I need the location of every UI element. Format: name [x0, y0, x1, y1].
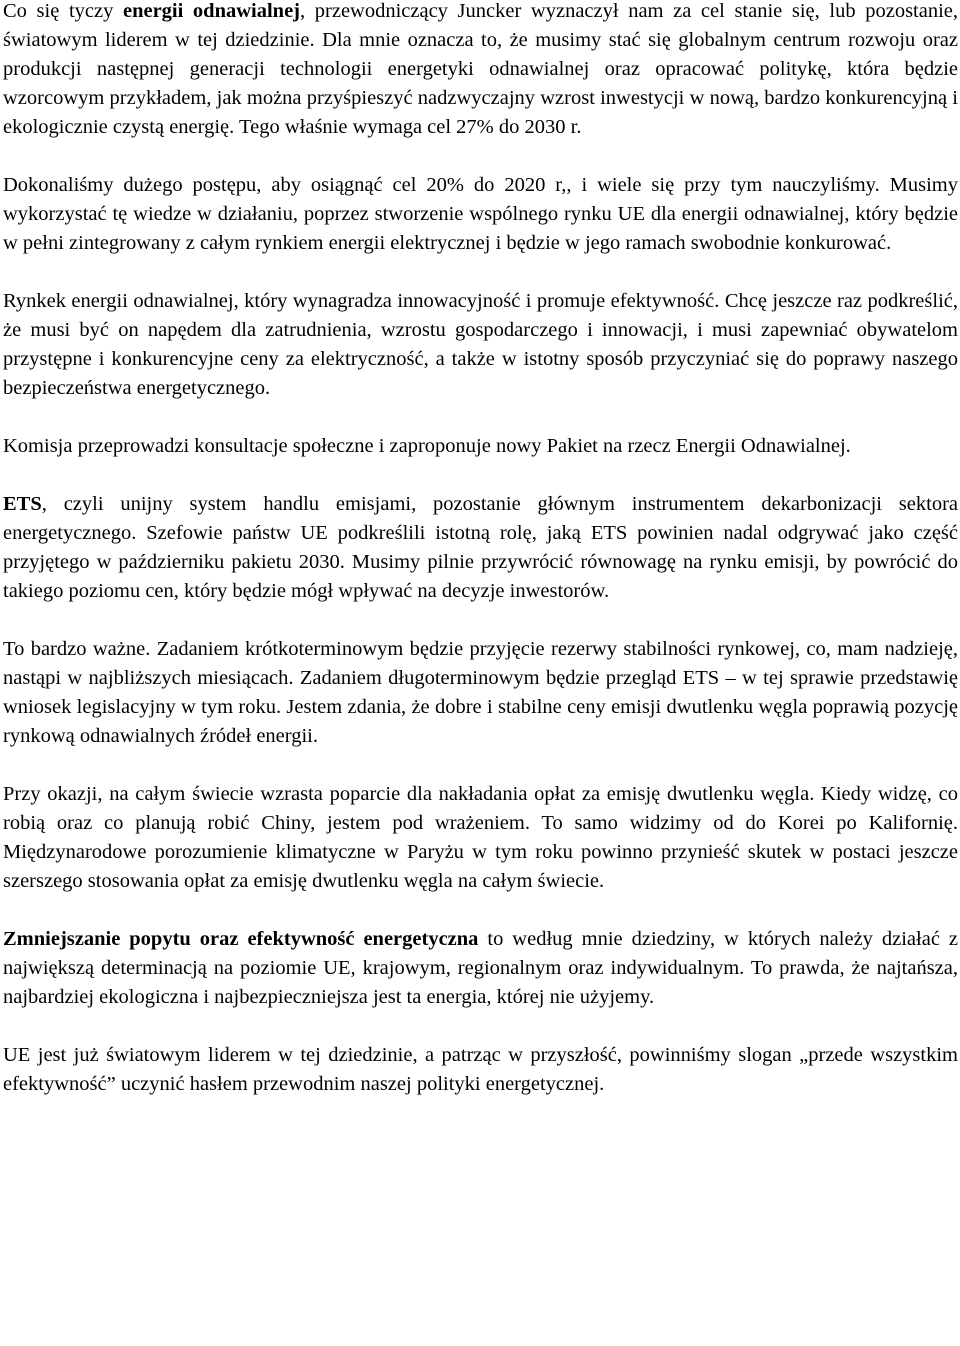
bold-term-energy-efficiency: Zmniejszanie popytu oraz efektywność energetyczna [3, 928, 479, 950]
bold-term-ets: ETS [3, 493, 42, 515]
paragraph-energy-efficiency [3, 925, 958, 1012]
text-segment: to według mnie dziedziny, w których należy działać z największą determinacją na poziomie UE, krajowym, regionalnym oraz indywidualnym. To prawda, że najtańsza, najbardziej ekologiczna i najbezpieczniejsza jest ta energia, której nie użyjemy. [3, 928, 958, 1008]
paragraph-ets [3, 490, 958, 606]
text-segment: , przewodniczący Juncker wyznaczył nam za cel stanie się, lub pozostanie, światowym liderem w tej dziedzinie. Dla mnie oznacza to, że musimy stać się globalnym centrum rozwoju oraz produkcji następnej generacji technologii energetyki odnawialnej oraz opracować politykę, która będzie wzorcowym przykładem, jak można przyśpieszyć nadzwyczajny wzrost inwestycji w nową, bardzo konkurencyjną i ekologicznie czystą energię. Tego właśnie wymaga cel 27% do 2030 r. [3, 0, 959, 138]
text-segment: UE jest już światowym liderem w tej dziedzinie, a patrząc w przyszłość, powinniśmy slogan „przede wszystkim efektywność” uczynić hasłem przewodnim naszej polityki energetycznej. [3, 1044, 958, 1095]
bold-term-renewable-energy: energii odnawialnej [122, 0, 301, 22]
paragraph-progress-2020 [3, 171, 958, 258]
text-segment: Dokonaliśmy dużego postępu, aby osiągnąć cel 20% do 2020 r,, i wiele się przy tym nauczyliśmy. Musimy wykorzystać tę wiedze w działaniu, poprzez stworzenie wspólnego rynku UE dla energii odnawialnej, który będzie w pełni zintegrowany z całym rynkiem energii elektrycznej i będzie w jego ramach swobodnie konkurować. [3, 174, 958, 254]
text-segment: To bardzo ważne. Zadaniem krótkoterminowym będzie przyjęcie rezerwy stabilności rynkowej, co, mam nadzieję, nastąpi w najbliższych miesiącach. Zadaniem długoterminowym będzie przegląd ETS – w tej sprawie przedstawię wniosek legislacyjny w tym roku. Jestem zdania, że dobre i stabilne ceny emisji dwutlenku węgla poprawią pozycję rynkową odnawialnych źródeł energii. [3, 638, 958, 747]
paragraph-renewable-market [3, 287, 958, 403]
text-segment: Przy okazji, na całym świecie wzrasta poparcie dla nakładania opłat za emisję dwutlenku węgla. Kiedy widzę, co robią oraz co planują robić Chiny, jestem pod wrażeniem. To samo widzimy od do Korei po Kalifornię. Międzynarodowe porozumienie klimatyczne w Paryżu w tym roku powinno przynieść skutek w postaci jeszcze szerszego stosowania opłat za emisję dwutlenku węgla na całym świecie. [3, 783, 958, 892]
paragraph-efficiency-first [3, 1041, 958, 1099]
paragraph-carbon-pricing [3, 780, 958, 896]
paragraph-market-stability [3, 635, 958, 751]
text-segment: Rynkek energii odnawialnej, który wynagradza innowacyjność i promuje efektywność. Chcę jeszcze raz podkreślić, że musi być on napędem dla zatrudnienia, wzrostu gospodarczego i innowacji, i musi zapewniać obywatelom przystępne i konkurencyjne ceny za elektryczność, a także w istotny sposób przyczyniać się do poprawy naszego bezpieczeństwa energetycznego. [3, 290, 958, 399]
paragraph-renewable-energy [3, 0, 958, 142]
text-segment: Co się tyczy [3, 0, 123, 22]
text-segment: Komisja przeprowadzi konsultacje społeczne i zaproponuje nowy Pakiet na rzecz Energii Odnawialnej. [3, 435, 851, 457]
text-segment: , czyli unijny system handlu emisjami, pozostanie głównym instrumentem dekarbonizacji sektora energetycznego. Szefowie państw UE podkreślili istotną rolę, jaką ETS powinien nadal odgrywać jako część przyjętego w październiku pakietu 2030. Musimy pilnie przywrócić równowagę na rynku emisji, by powrócić do takiego poziomu cen, który będzie mógł wpływać na decyzje inwestorów. [3, 493, 958, 602]
paragraph-commission-consultation [3, 432, 958, 461]
